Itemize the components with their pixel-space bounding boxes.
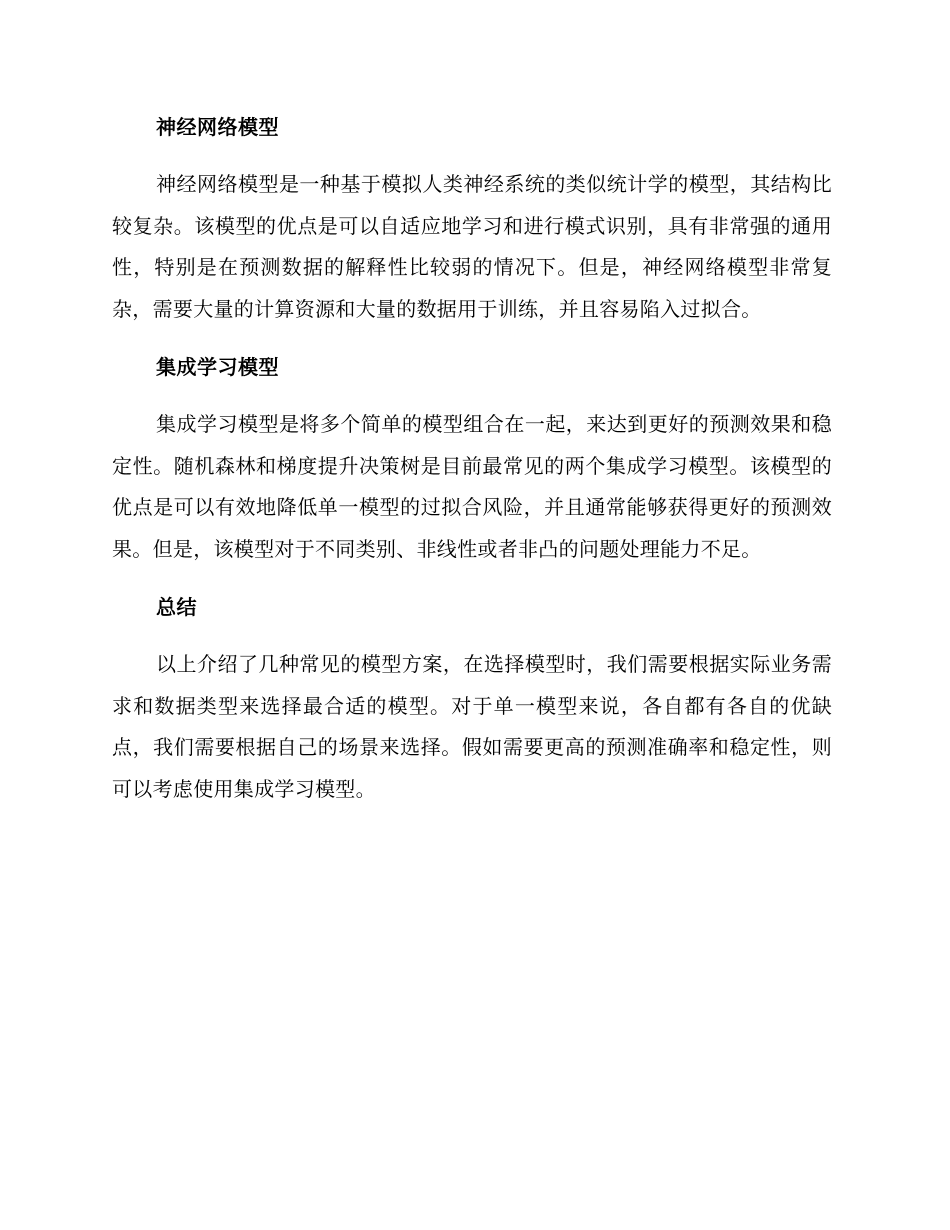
section-body-neural-network: 神经网络模型是一种基于模拟人类神经系统的类似统计学的模型，其结构比较复杂。该模型的优点是可以自适应地学习和进行模式识别，具有非常强的通用性，特别是在预测数据的解释性比较弱的情况下。但是，神经网络模型非常复杂，需要大量的计算资源和大量的数据用于训练，并且容易陷入过拟合。 — [112, 172, 832, 321]
section-body-summary: 以上介绍了几种常见的模型方案，在选择模型时，我们需要根据实际业务需求和数据类型来选择最合适的模型。对于单一模型来说，各自都有各自的优缺点，我们需要根据自己的场景来选择。假如需要更高的预测准确率和稳定性，则可以考虑使用集成学习模型。 — [112, 652, 832, 801]
section-title-ensemble-learning: 集成学习模型 — [156, 355, 279, 379]
section-body-ensemble-learning: 集成学习模型是将多个简单的模型组合在一起，来达到更好的预测效果和稳定性。随机森林和梯度提升决策树是目前最常见的两个集成学习模型。该模型的优点是可以有效地降低单一模型的过拟合风险，并且通常能够获得更好的预测效果。但是，该模型对于不同类别、非线性或者非凸的问题处理能力不足。 — [112, 412, 832, 561]
section-title-neural-network: 神经网络模型 — [156, 115, 279, 139]
section-title-summary: 总结 — [156, 595, 197, 619]
document-page — [112, 112, 832, 810]
